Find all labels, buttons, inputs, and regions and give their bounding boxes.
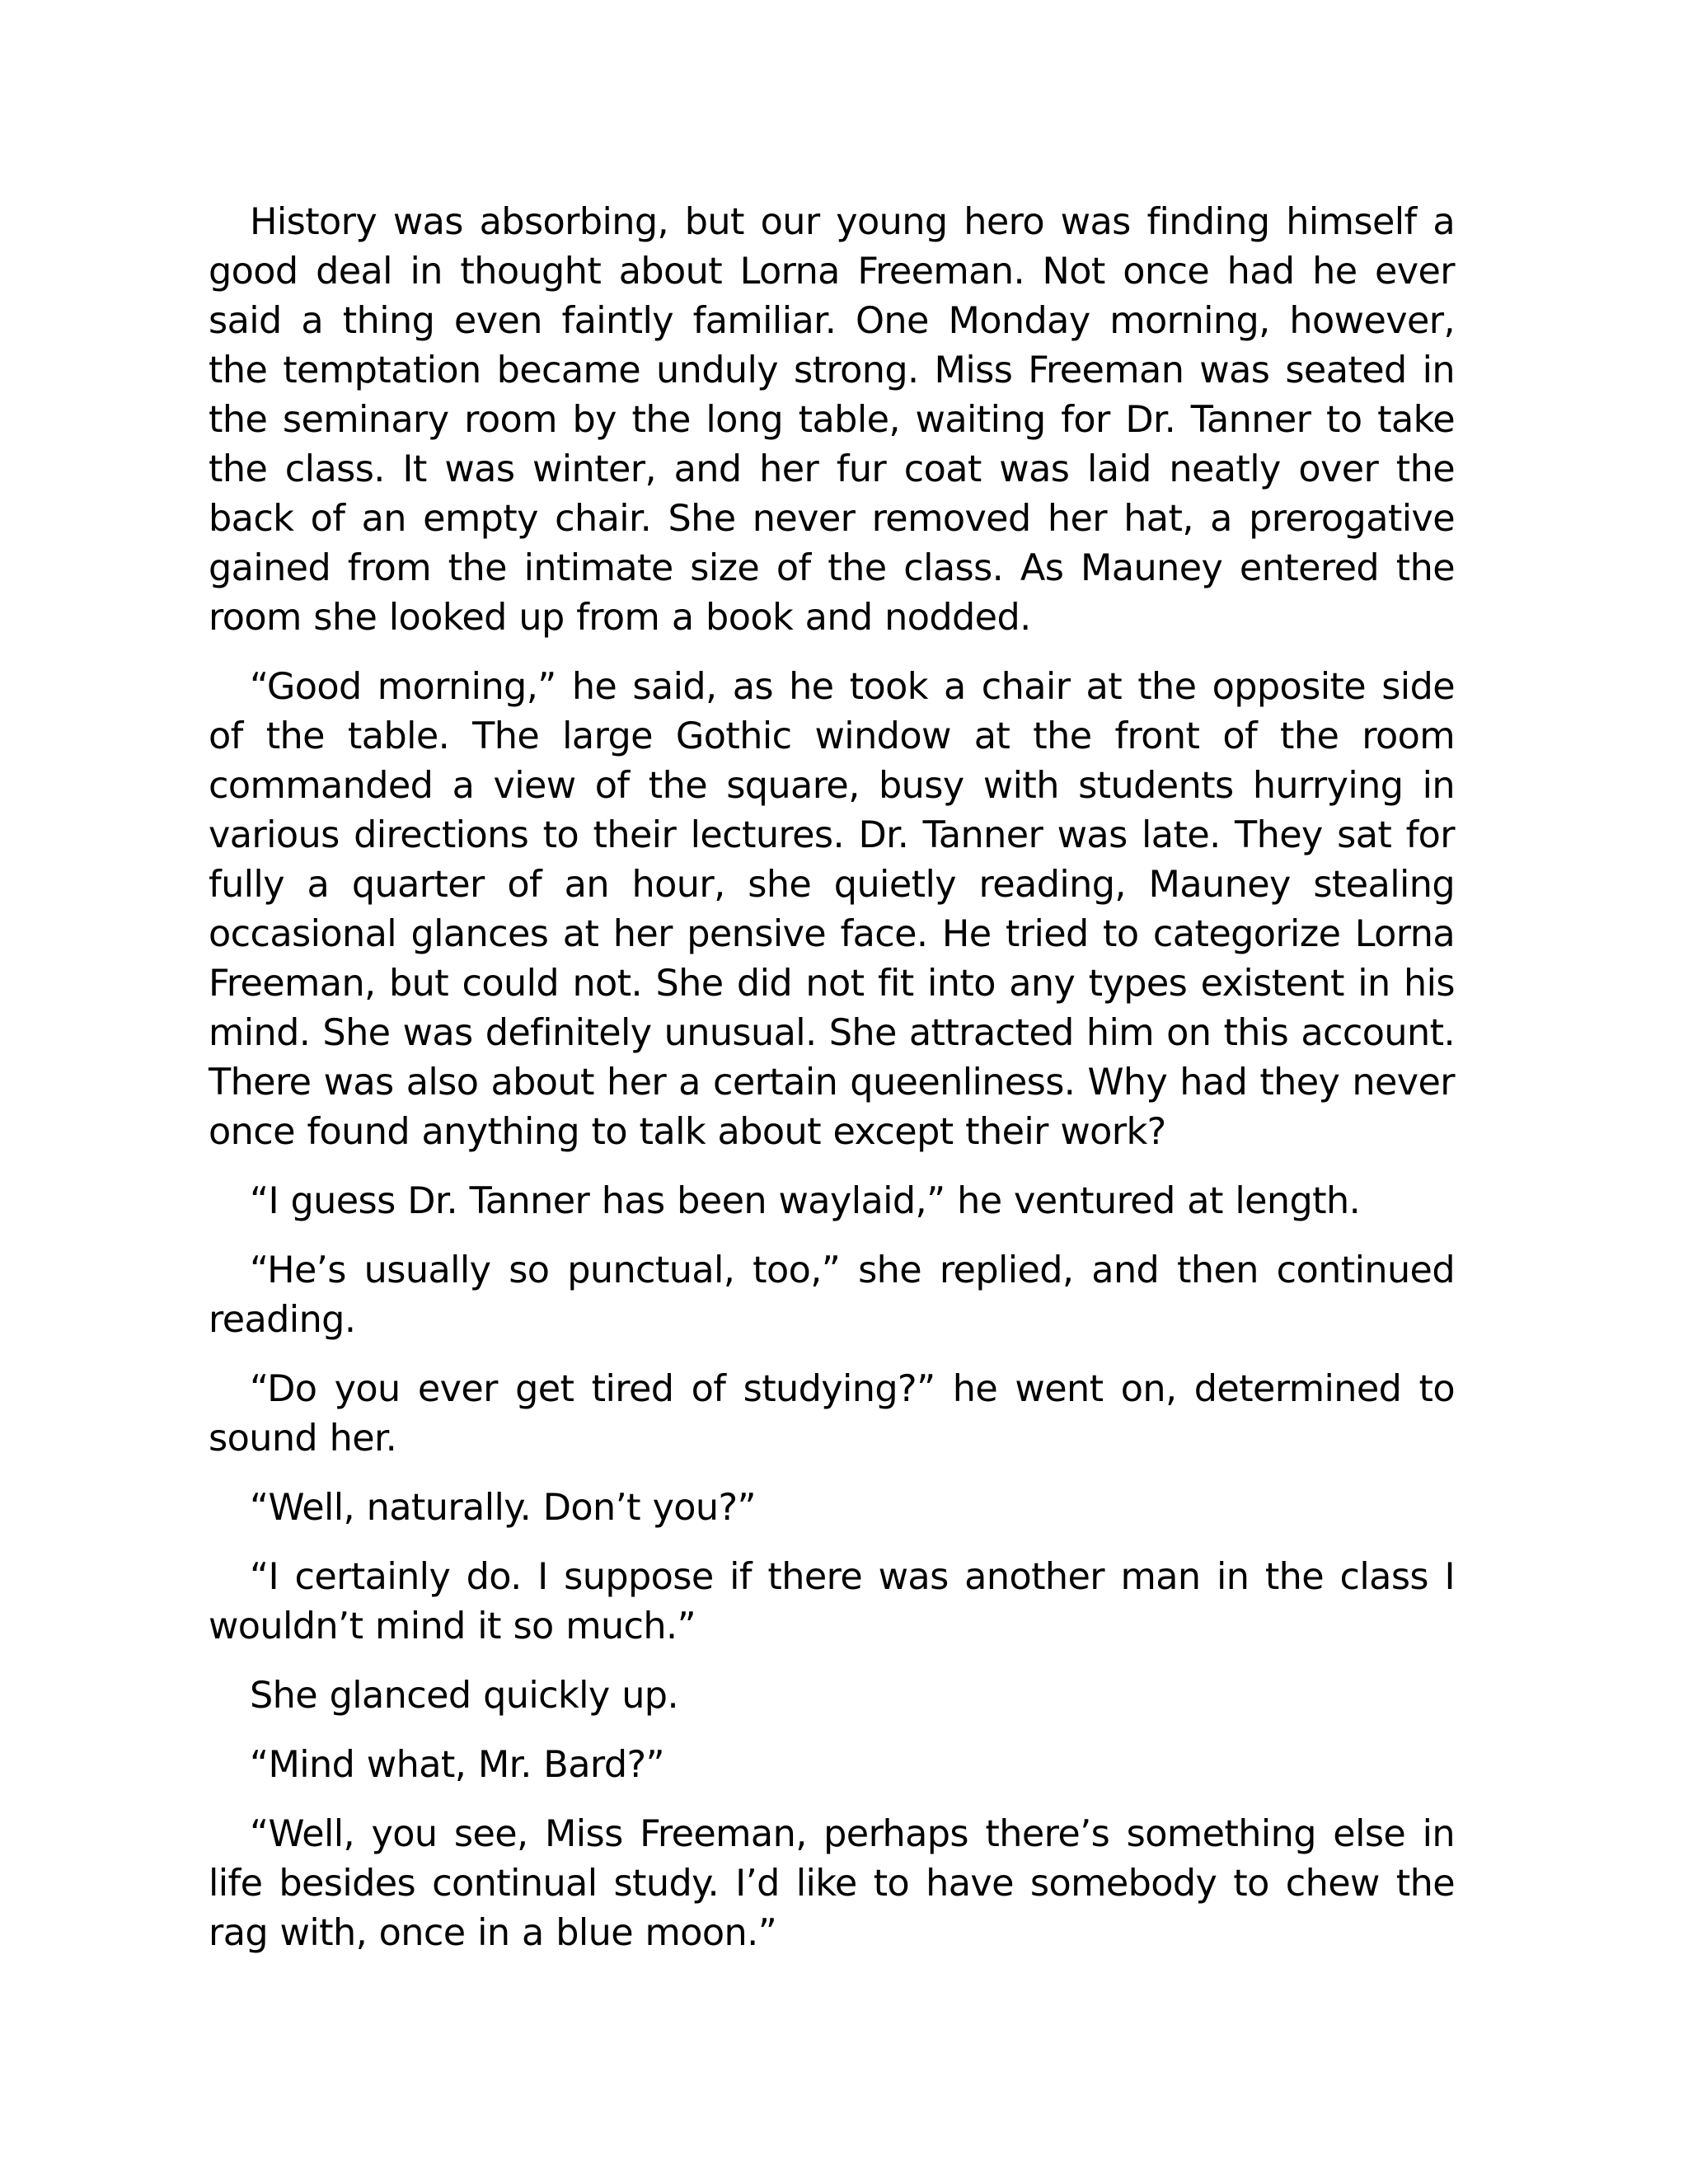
page-text bbox=[209, 198, 1455, 1978]
paragraph: “I guess Dr. Tanner has been waylaid,” he ventured at length. bbox=[250, 1180, 1361, 1222]
paragraph: She glanced quickly up. bbox=[250, 1675, 678, 1717]
paragraph: “Good morning,” he said, as he took a chair at the opposite side of the table. The large Gothic window at the front of the room commanded a view of the square, busy with students hurrying in various directions to their lectures. Dr. Tanner was late. They sat for fully a quarter of an hour, she quietly reading, Mauney stealing occasional glances at her pensive face. He tried to categorize Lorna Freeman, but could not. She did not fit into any types existent in his mind. She was definitely unusual. She attracted him on this account. There was also about her a certain queenliness. Why had they never once found anything to talk about except their work? bbox=[209, 666, 1455, 1153]
paragraph: “He’s usually so punctual, too,” she replied, and then continued reading. bbox=[209, 1249, 1455, 1341]
paragraph: History was absorbing, but our young hero was finding himself a good deal in thought about Lorna Freeman. Not once had he ever said a thing even faintly familiar. One Monday morning, however, the temptation became unduly strong. Miss Freeman was seated in the seminary room by the long table, waiting for Dr. Tanner to take the class. It was winter, and her fur coat was laid neatly over the back of an empty chair. She never removed her hat, a prerogative gained from the intimate size of the class. As Mauney entered the room she looked up from a book and nodded. bbox=[209, 201, 1455, 639]
paragraph: “Mind what, Mr. Bard?” bbox=[250, 1744, 664, 1786]
paragraph: “Do you ever get tired of studying?” he went on, determined to sound her. bbox=[209, 1368, 1455, 1460]
paragraph: “Well, naturally. Don’t you?” bbox=[250, 1487, 757, 1529]
paragraph: “I certainly do. I suppose if there was another man in the class I wouldn’t mind it so much.” bbox=[209, 1556, 1455, 1647]
paragraph: “Well, you see, Miss Freeman, perhaps there’s something else in life besides continual study. I’d like to have somebody to chew the rag with, once in a blue moon.” bbox=[209, 1813, 1455, 1954]
